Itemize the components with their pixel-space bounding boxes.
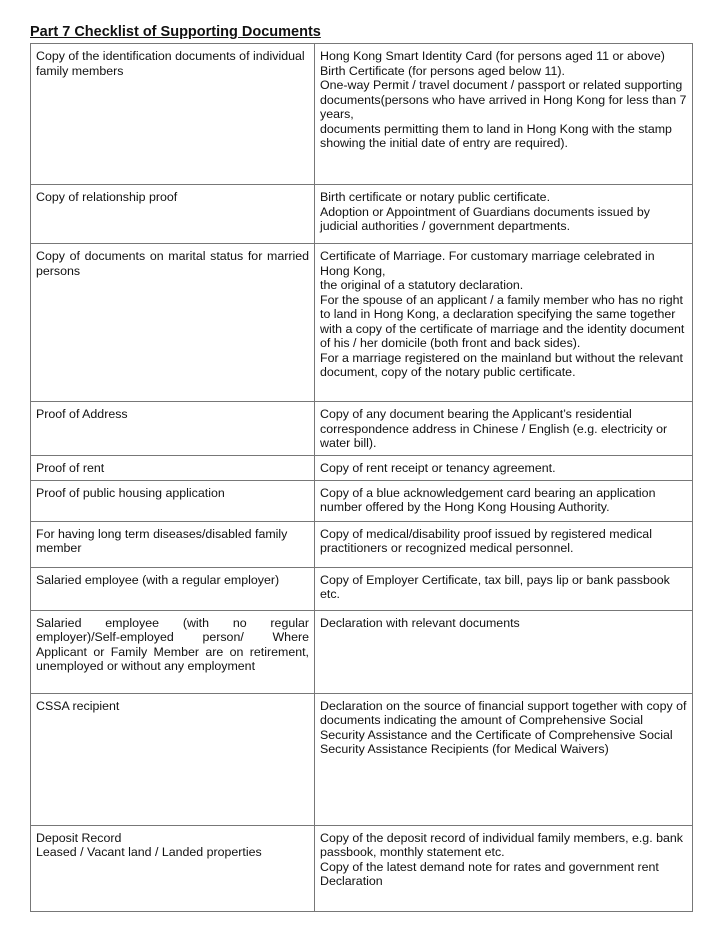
item-text: Copy of documents on marital status for married persons xyxy=(36,249,309,278)
row-item-cell xyxy=(31,456,315,481)
row-docs-cell xyxy=(315,521,693,567)
row-item-cell xyxy=(31,185,315,244)
row-docs-cell xyxy=(315,693,693,825)
docs-text: Copy of Employer Certificate, tax bill, pays lip or bank passbook etc. xyxy=(320,572,670,601)
docs-text: Declaration with relevant documents xyxy=(320,615,520,630)
row-docs-cell xyxy=(315,480,693,521)
docs-text: Hong Kong Smart Identity Card (for persons aged 11 or above) xyxy=(320,49,665,63)
row-docs-cell xyxy=(315,244,693,402)
docs-text: Declaration xyxy=(320,874,383,888)
row-item-cell xyxy=(31,480,315,521)
row-item-cell xyxy=(31,567,315,610)
item-text: Proof of public housing application xyxy=(36,485,225,500)
docs-text: Declaration on the source of financial support together with copy of documents indicating the amount of Comprehensive Social Security Assistance and the Certificate of Comprehensive Social Security Assistance Recipients (for Medical Waivers) xyxy=(320,698,687,756)
item-text: Copy of the identification documents of individual family members xyxy=(36,49,305,78)
row-docs-cell xyxy=(315,44,693,185)
row-item-cell xyxy=(31,825,315,911)
docs-text: Certificate of Marriage. For customary marriage celebrated in Hong Kong, xyxy=(320,249,655,278)
docs-text: the original of a statutory declaration. xyxy=(320,278,524,292)
row-item-cell xyxy=(31,521,315,567)
row-docs-cell xyxy=(315,825,693,911)
docs-text: Copy of medical/disability proof issued by registered medical practitioners or recognized medical personnel. xyxy=(320,526,652,555)
table-row xyxy=(31,185,693,244)
table-row xyxy=(31,521,693,567)
docs-text: Copy of the deposit record of individual family members, e.g. bank passbook, monthly statement etc. xyxy=(320,830,683,859)
table-row xyxy=(31,244,693,402)
item-text: Proof of rent xyxy=(36,461,105,475)
supporting-documents-table xyxy=(30,43,693,912)
row-item-cell xyxy=(31,402,315,456)
docs-text: documents(persons who have arrived in Hong Kong for less than 7 years, xyxy=(320,92,687,121)
docs-text: For the spouse of an applicant / a family member who has no right to land in Hong Kong, a declaration specifying the same together with a copy of the certificate of marriage and the identity document of his / her domicile (both front and back sides). xyxy=(320,292,685,350)
item-text: Salaried employee (with a regular employer) xyxy=(36,572,280,587)
row-docs-cell xyxy=(315,610,693,693)
row-item-cell xyxy=(31,44,315,185)
item-text: Proof of Address xyxy=(36,407,128,421)
item-text: Copy of relationship proof xyxy=(36,190,178,204)
docs-text: Birth certificate or notary public certificate. xyxy=(320,190,551,204)
page-title: Part 7 Checklist of Supporting Documents xyxy=(30,24,321,40)
table-row xyxy=(31,567,693,610)
table-row xyxy=(31,693,693,825)
table-row xyxy=(31,44,693,185)
table-row xyxy=(31,825,693,911)
row-docs-cell xyxy=(315,402,693,456)
docs-text: One-way Permit / travel document / passport or related supporting xyxy=(320,78,683,92)
row-docs-cell xyxy=(315,567,693,610)
row-item-cell xyxy=(31,610,315,693)
docs-text: Birth Certificate (for persons aged below 11). xyxy=(320,63,565,78)
docs-text: Copy of the latest demand note for rates and government rent xyxy=(320,859,659,874)
item-text: CSSA recipient xyxy=(36,698,120,713)
table-row xyxy=(31,610,693,693)
docs-text: For a marriage registered on the mainland but without the relevant document, copy of the notary public certificate. xyxy=(320,350,683,379)
row-docs-cell xyxy=(315,456,693,481)
row-item-cell xyxy=(31,693,315,825)
row-item-cell xyxy=(31,244,315,402)
item-text: Salaried employee (with no regular employer)/Self-employed person/ Where Applicant or Family Member are on retirement, unemployed or without any employment xyxy=(36,615,309,673)
docs-text: Copy of any document bearing the Applicant’s residential correspondence address in Chinese / English (e.g. electricity or water bill). xyxy=(320,407,668,450)
docs-text: Copy of a blue acknowledgement card bearing an application number offered by the Hong Kong Housing Authority. xyxy=(320,485,656,514)
docs-text: Copy of rent receipt or tenancy agreement. xyxy=(320,461,556,475)
table-row xyxy=(31,402,693,456)
docs-text: documents permitting them to land in Hong Kong with the stamp showing the initial date of entry are required). xyxy=(320,121,672,150)
row-docs-cell xyxy=(315,185,693,244)
docs-text: Adoption or Appointment of Guardians documents issued by judicial authorities / government departments. xyxy=(320,204,650,233)
item-text: Deposit Record xyxy=(36,830,122,845)
table-row xyxy=(31,456,693,481)
item-text: Leased / Vacant land / Landed properties xyxy=(36,845,262,859)
item-text: For having long term diseases/disabled family member xyxy=(36,526,288,555)
table-row xyxy=(31,480,693,521)
